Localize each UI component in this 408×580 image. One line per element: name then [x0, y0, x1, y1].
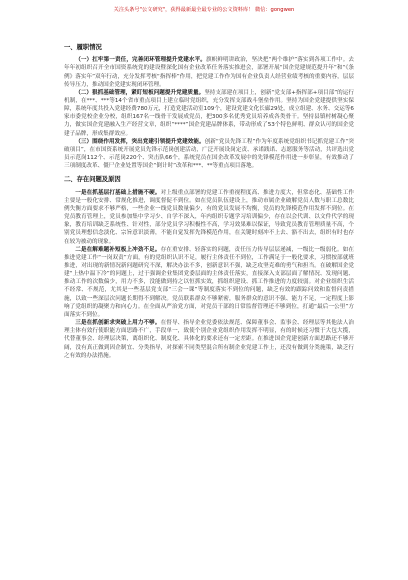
paragraph-6-lead: 三是在抓创新求突破上用力不够。: [75, 320, 161, 327]
paragraph-1-lead: （一）扛牢第一责任，完善闭环管理提升党建水平。: [75, 57, 206, 64]
paragraph-1-body: 旗帜鲜明讲政治，坚决把“两个维护”落实到各项工作中。去年年初组织召开全市国资系统党的建设暨深化国有企业改革任务落实推进会，部署开展“国企党建规范提升年”和“《条例》落实年”双年行动，充分发挥考核“指挥棒”作用，把党建工作作为国有企业负责人经营业绩考核的重要内容，层层传导压力，推动国企党建实现闭环管理。: [64, 57, 354, 88]
paragraph-3: [64, 138, 354, 171]
paragraph-6-body: 在督导、指导企业党委依法规范、保障董事会、监事会、经理层等其他法人治理主体有效行使职能方面思路不广，手段单一，致使个别企业党组织作用发挥不明显，有的时候还习惯于大包大揽，代替董事会、经理层决策，离组织化、制度化、具体化的要求还有一定差距。在推进国企党建创新方面思路还不够开阔，没有真正做到因企制宜、分类指导，对探索不同类型混合所有制企业党建工作上，还没有做到分类施策，缺乏行之有效的办法措施。: [64, 320, 354, 359]
paragraph-3-lead: （三）围绕作用发挥，突出党建引领提升党建效能。: [75, 138, 205, 145]
paragraph-5-body: 存在重安排、轻落实的问题，责任压力传导层层递减，一级比一级弱化。如在推进党建工作“一岗双责”方面，有的党组织认识不足，履行主体责任不到位，工作满足于一般化要求，习惯按部就班推进，对出现的新情况新问题研究不深，解决办法不多，创新意识不强，缺乏攻坚克难的勇气和担当。在破解国企党建“上热中温下冷”的问题上，过于强调企业集团党委层面的主体责任落实，直接深入支部层面了解情况、发现问题、推动工作的次数偏少，用力不多，没能做到持之以恒抓实效，抓组织建设、抓工作推进的力度较弱。对企业组织生活不经常、不规范，尤其是一些基层党支部“三会一课”等制度落实不到位的问题，缺乏有效的跟踪问效和监督问责措施，以致一些深层次问题长期得不到解决。党员联系群众不够紧密，服务群众的意识不强、能力不足，一定程度上影响了党组织的凝聚力和向心力。在全面从严治党方面，对党员干部的日常监督管理还不够到位，打通“最后一公里”方面落实不到位。: [64, 246, 354, 318]
paragraph-4: [64, 189, 354, 246]
paragraph-2-body: 坚持支部建在项目上，创新“党支部+指挥部+项目部”的运行机制，在***、***等14个省市重点项目上建立临时党组织，充分发挥支部战斗堡垒作用。坚持为国企党建提供坚实保障，系统年度共投入党建经费780万元，打造党建活动室109个，建设党建文化长廊29处，成立组建、水务、交运等6家市委党校企业分校，组织167名一线骨干发展成党员，把300多名优秀党员培养成各类骨干。坚持县镇村树凝心聚力，做实国企党建融入生产经营文章，组织“****”国企党建品牌体系，带动形成了53个特色鲜明、群众认可的国企党建子品牌，形成集群效应。: [64, 89, 354, 137]
paragraph-4-body: 对上级重点部署的党建工作重视程度高、推进力度大，但常态化、基础性工作主要是一般化安排、常规化推进，调度督促不到位。如在党员队伍建设上，推动市属企业破解党员人数与职工总数比例失衡方面要求不够严格，一些企业一线党员数量偏少，有的党员发展不均衡，党员的先锋模范作用发挥不到位。在党员教育管理上，党员参加集中学习少、自学不深入，年内组织专题学习培训偏少，存在以会代训、以文件代学的现象，教育培训缺乏系统性、针对性，部分党员学习积极性不高，学习效果难以保证，导致党员教育管理质量不高，个别党员理想信念淡化、宗旨意识淡薄，不能自觉发挥先锋模范作用，在关键时刻冲不上去、豁不出去，组织有时也存在较为被动的现象。: [64, 189, 354, 245]
section-heading-2: 二、存在问题及原因: [64, 176, 121, 184]
paragraph-2: [64, 89, 354, 138]
document-body: [64, 44, 354, 360]
paragraph-1: [64, 56, 354, 89]
paragraph-4-lead: 一是在抓基层打基础上措施不硬。: [75, 189, 161, 196]
paragraph-5: [64, 246, 354, 319]
paragraph-6: [64, 319, 354, 360]
watermark-banner: [0, 4, 408, 16]
section-heading-1: 一、履职情况: [64, 44, 102, 51]
paragraph-3-body: 创新“党员先锋工程”作为年度系统党组织书记抓党建工作“突破项目”，在市国资系统开展党员先锋示范岗创建活动，广泛开展设岗定责、承诺践诺、志愿服务等活动，共评选出党员示范岗112个、示范岗220个、突击队66个，系统党员在国企改革发展中的先锋模范作用进一步彰显，有效推动了三项制度改革、僵尸企业处置等国企“倒计时”改革和***、**等重点项目落地。: [64, 138, 354, 170]
paragraph-2-lead: （二）狠抓基础管理，紧盯短板问题提升党建质量。: [75, 89, 205, 96]
paragraph-5-lead: 二是在解难题补短板上冲劲不足。: [75, 246, 161, 253]
banner-text: 关注头条号"公文研究"，获得最新最全最专业的公文资料库！ 微信：gongwen: [113, 7, 295, 13]
